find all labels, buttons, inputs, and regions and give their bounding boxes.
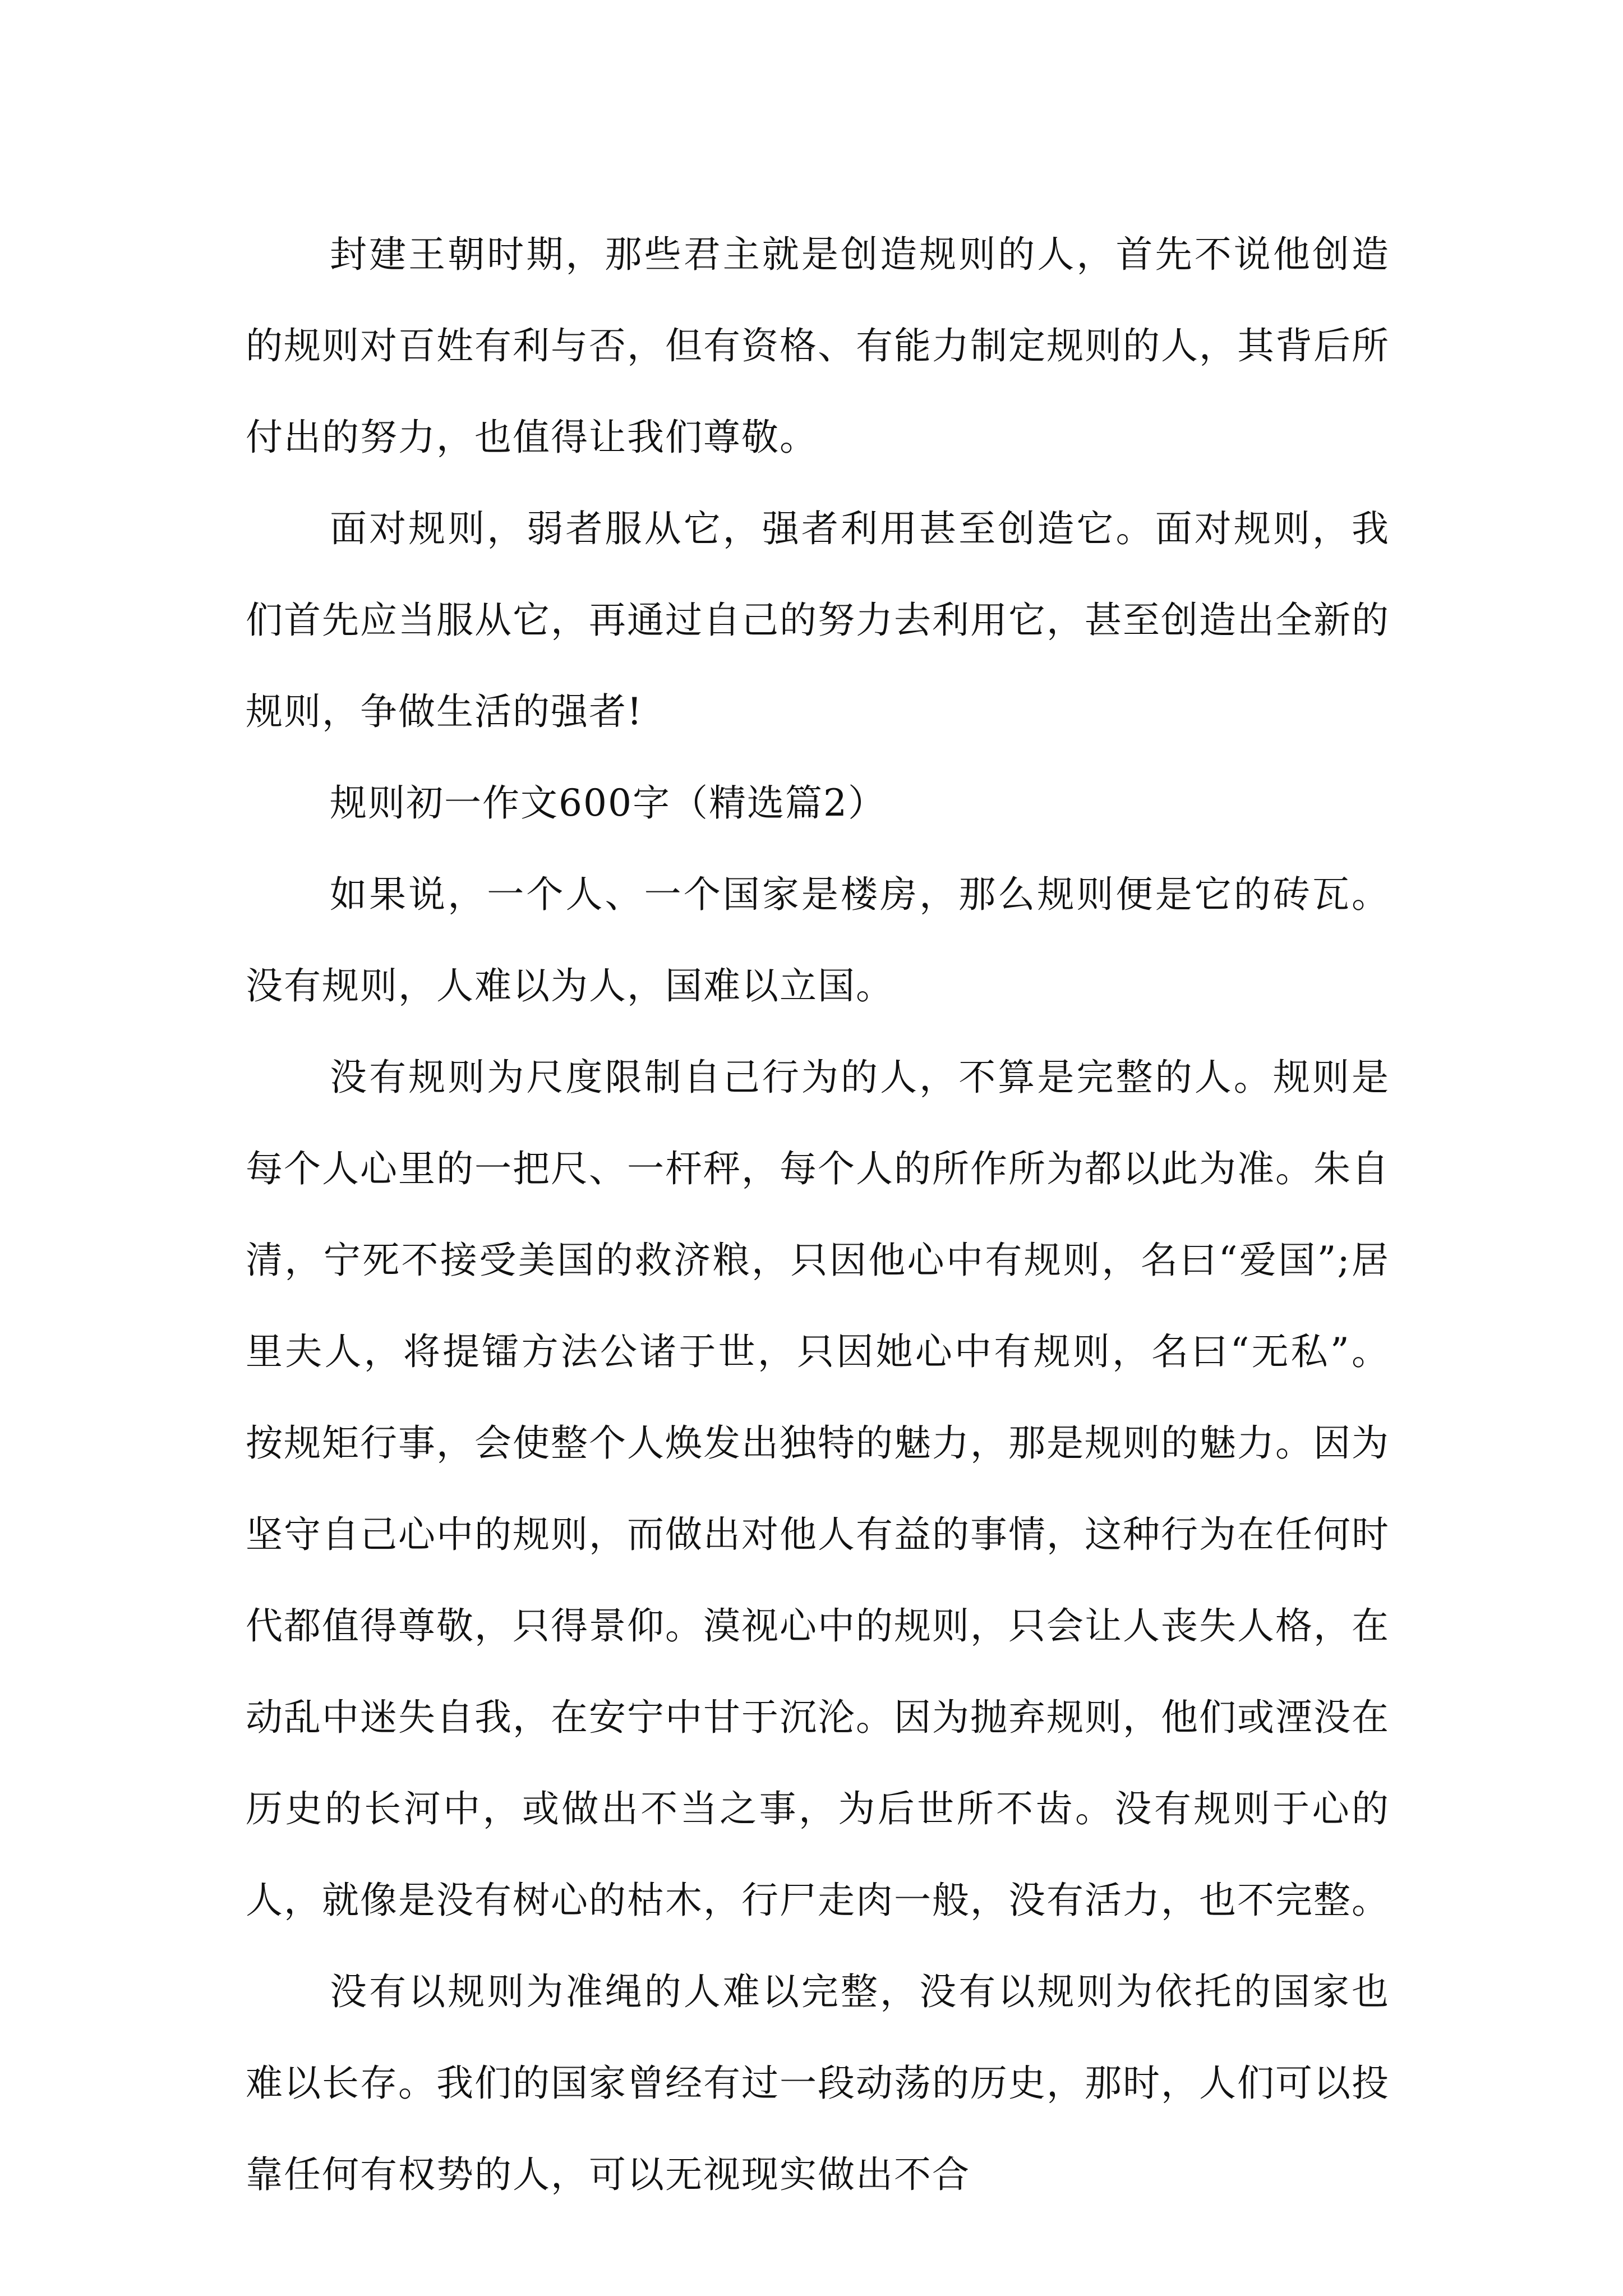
paragraph-building-metaphor: 如果说，一个人、一个国家是楼房，那么规则便是它的砖瓦。没有规则，人难以为人，国难以立国。 — [246, 873, 1390, 1007]
paragraph-facing-rules: 面对规则，弱者服从它，强者利用甚至创造它。面对规则，我们首先应当服从它，再通过自己的努力去利用它，甚至创造出全新的规则，争做生活的强者! — [246, 507, 1390, 733]
paragraph-feudal-rulers: 封建王朝时期，那些君主就是创造规则的人，首先不说他创造的规则对百姓有利与否，但有资格、有能力制定规则的人，其背后所付出的努力，也值得让我们尊敬。 — [246, 233, 1390, 459]
section-heading: 规则初一作文600字（精选篇2） — [330, 781, 886, 825]
paragraph-nation: 没有以规则为准绳的人难以完整，没有以规则为依托的国家也难以长存。我们的国家曾经有过一段动荡的历史，那时，人们可以投靠任何有权势的人，可以无视现实做出不合 — [246, 1970, 1390, 2196]
document-body — [246, 209, 1390, 2220]
paragraph-complete-person: 没有规则为尺度限制自己行为的人，不算是完整的人。规则是每个人心里的一把尺、一杆秤，每个人的所作所为都以此为准。朱自清，宁死不接受美国的救济粮，只因他心中有规则，名曰“爱国”;居里夫人，将提镭方法公诸于世，只因她心中有规则，名曰“无私”。按规矩行事，会使整个人焕发出独特的魅力，那是规则的魅力。因为坚守自己心中的规则，而做出对他人有益的事情，这种行为在任何时代都值得尊敬，只得景仰。漠视心中的规则，只会让人丧失人格，在动乱中迷失自我，在安宁中甘于沉沦。因为抛弃规则，他们或湮没在历史的长河中，或做出不当之事，为后世所不齿。没有规则于心的人，就像是没有树心的枯木，行尸走肉一般，没有活力，也不完整。 — [246, 1056, 1390, 1922]
